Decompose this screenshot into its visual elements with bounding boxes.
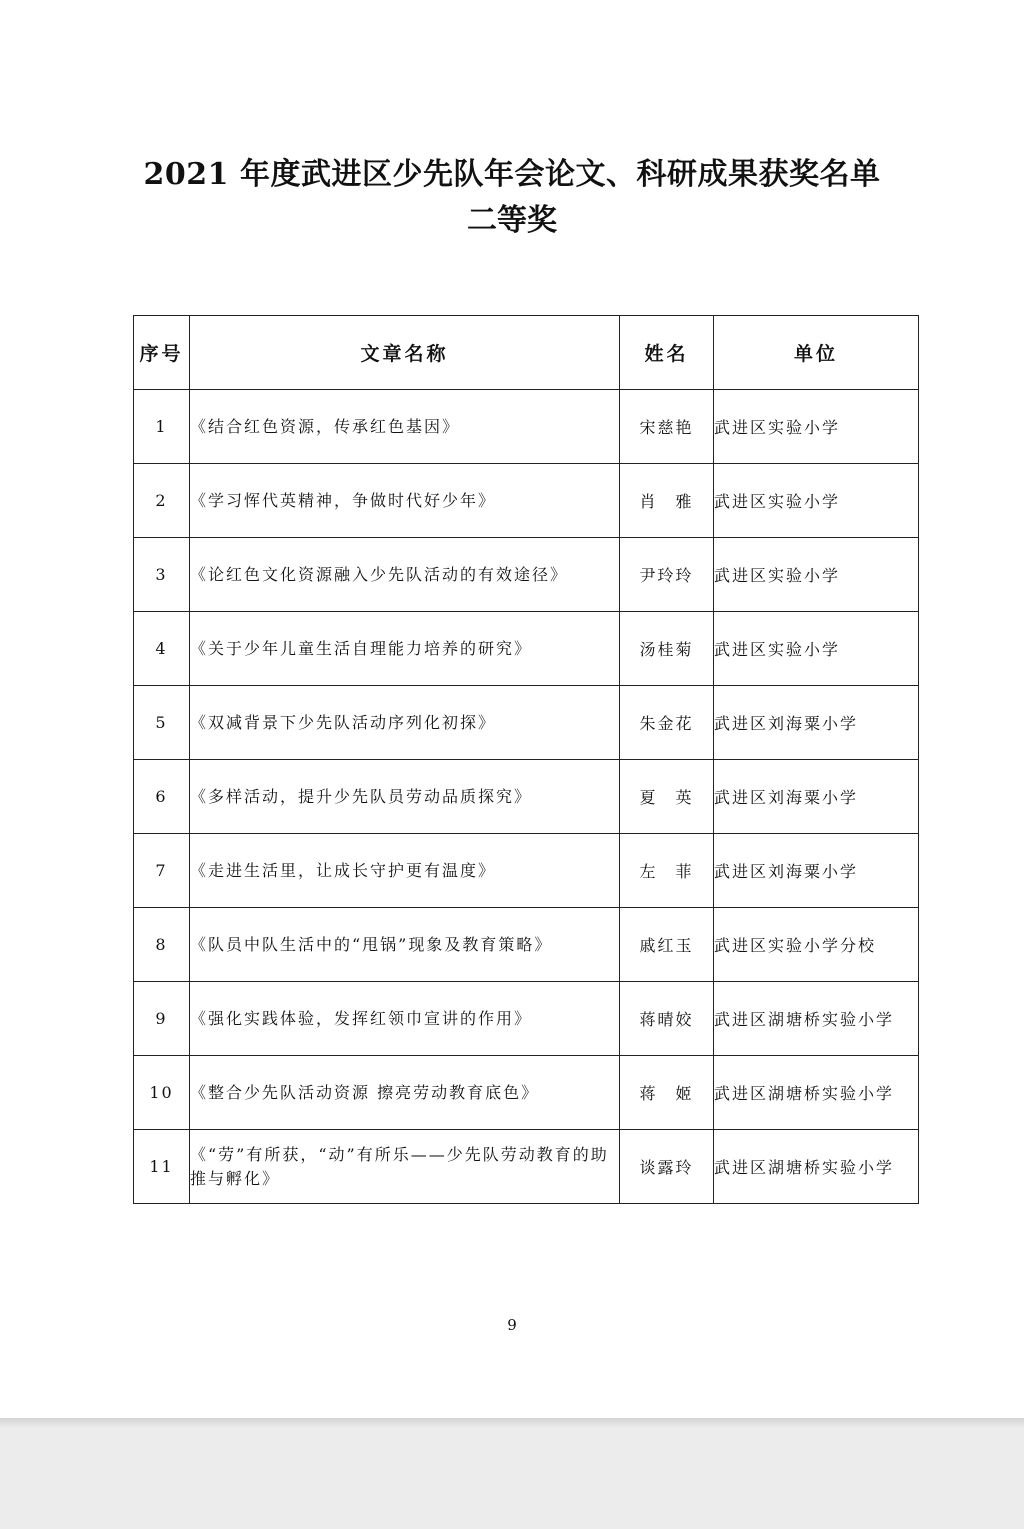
table-header-row [134,316,919,390]
organization: 武进区实验小学 [714,538,919,612]
author-name: 蒋晴姣 [620,982,714,1056]
organization: 武进区刘海粟小学 [714,834,919,908]
author-name: 肖 雅 [620,464,714,538]
article-title: 《“劳”有所获，“动”有所乐——少先队劳动教育的助推与孵化》 [190,1130,620,1204]
row-number: 7 [134,834,190,908]
row-number: 11 [134,1130,190,1204]
article-title: 《双减背景下少先队活动序列化初探》 [190,686,620,760]
awards-table [133,315,919,1204]
article-title: 《论红色文化资源融入少先队活动的有效途径》 [190,538,620,612]
page-bottom-shadow [0,1418,1024,1428]
page-number: 9 [507,1316,517,1334]
row-number: 6 [134,760,190,834]
author-name: 朱金花 [620,686,714,760]
article-title: 《多样活动，提升少先队员劳动品质探究》 [190,760,620,834]
table-row [134,390,919,464]
row-number: 10 [134,1056,190,1130]
row-number: 9 [134,982,190,1056]
table-row [134,834,919,908]
row-number: 3 [134,538,190,612]
organization: 武进区湖塘桥实验小学 [714,1130,919,1204]
row-number: 2 [134,464,190,538]
organization: 武进区实验小学 [714,464,919,538]
article-title: 《队员中队生活中的“甩锅”现象及教育策略》 [190,908,620,982]
organization: 武进区实验小学分校 [714,908,919,982]
table-row [134,982,919,1056]
author-name: 宋慈艳 [620,390,714,464]
header-author-name: 姓名 [620,316,714,390]
table-row [134,1056,919,1130]
table-row [134,686,919,760]
author-name: 夏 英 [620,760,714,834]
article-title: 《关于少年儿童生活自理能力培养的研究》 [190,612,620,686]
table-row [134,612,919,686]
author-name: 谈露玲 [620,1130,714,1204]
row-number: 8 [134,908,190,982]
header-serial-number: 序号 [134,316,190,390]
author-name: 左 菲 [620,834,714,908]
author-name: 戚红玉 [620,908,714,982]
header-organization: 单位 [714,316,919,390]
row-number: 5 [134,686,190,760]
organization: 武进区湖塘桥实验小学 [714,982,919,1056]
table-row [134,464,919,538]
organization: 武进区刘海粟小学 [714,686,919,760]
table-row [134,760,919,834]
row-number: 1 [134,390,190,464]
row-number: 4 [134,612,190,686]
organization: 武进区实验小学 [714,612,919,686]
article-title: 《学习恽代英精神，争做时代好少年》 [190,464,620,538]
header-article-title: 文章名称 [190,316,620,390]
article-title: 《强化实践体验，发挥红领巾宣讲的作用》 [190,982,620,1056]
table-row [134,1130,919,1204]
table-row [134,908,919,982]
organization: 武进区实验小学 [714,390,919,464]
award-level-heading: 二等奖 [467,203,557,238]
organization: 武进区刘海粟小学 [714,760,919,834]
article-title: 《结合红色资源，传承红色基因》 [190,390,620,464]
author-name: 蒋 姬 [620,1056,714,1130]
article-title: 《走进生活里，让成长守护更有温度》 [190,834,620,908]
author-name: 汤桂菊 [620,612,714,686]
document-title: 2021 年度武进区少先队年会论文、科研成果获奖名单 [143,157,881,192]
article-title: 《整合少先队活动资源 擦亮劳动教育底色》 [190,1056,620,1130]
organization: 武进区湖塘桥实验小学 [714,1056,919,1130]
table-row [134,538,919,612]
author-name: 尹玲玲 [620,538,714,612]
